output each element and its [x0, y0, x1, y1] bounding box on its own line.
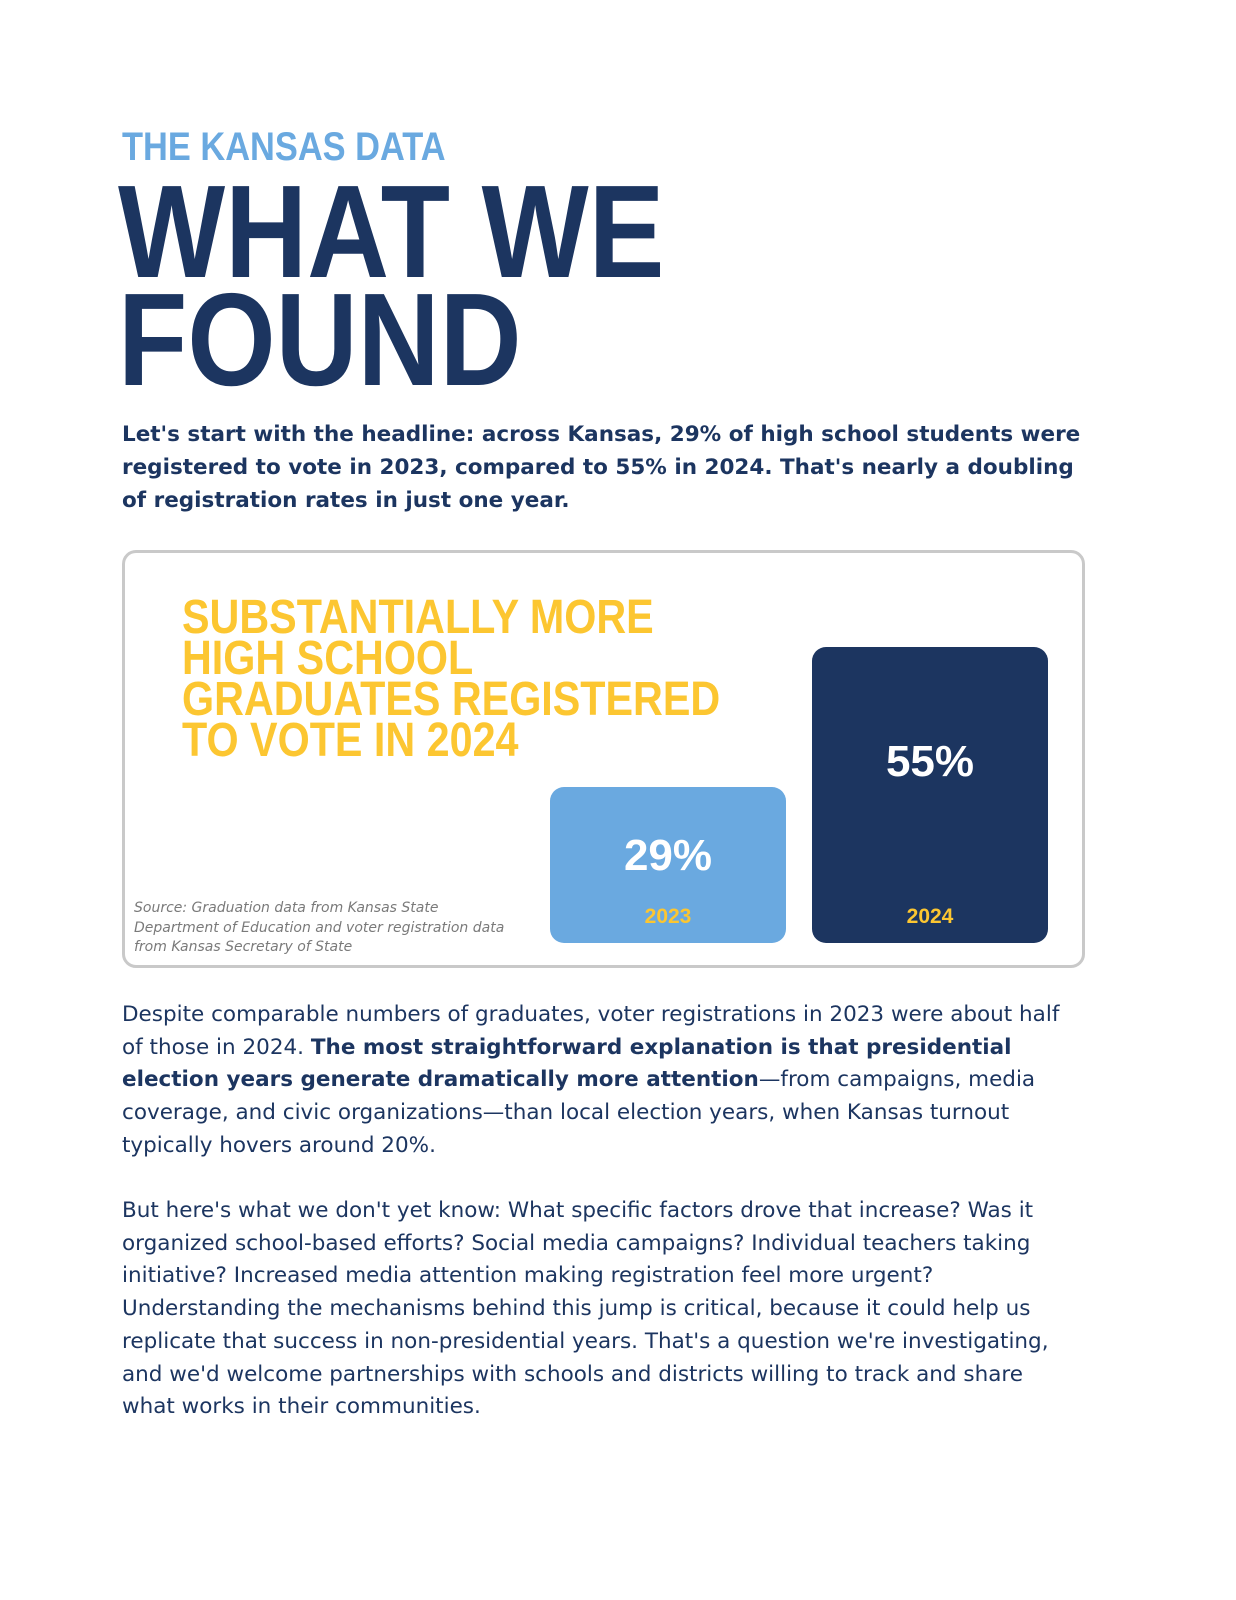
- page-title: [118, 158, 665, 413]
- chart-source-note: Source: Graduation data from Kansas State Department of Education and voter registration data from Kansas Secretary of State: [134, 900, 505, 955]
- chart-title: SUBSTANTIALLY MORE HIGH SCHOOL GRADUATES REGISTERED TO VOTE IN 2024: [182, 591, 721, 767]
- body-paragraph-1-intro: Despite comparable numbers of graduates, voter registrations in 2023 were about half of those in 2024.: [122, 1002, 1060, 1060]
- body-paragraph-1: [122, 999, 1082, 1163]
- bar-2023: [550, 787, 786, 943]
- page-title-line-2: FOUND: [118, 266, 522, 413]
- bar-2024: [812, 647, 1048, 943]
- body-paragraph-1-emphasis: The most straightforward explanation is that presidential election years generate dramatically more attention: [122, 1034, 1012, 1093]
- section-eyebrow: THE KANSAS DATA: [122, 125, 446, 169]
- body-paragraph-1-rest: —from campaigns, media coverage, and civic organizations—than local election years, when Kansas turnout typically hovers around 20%.: [122, 1067, 1036, 1158]
- page-title-line-1: WHAT WE: [118, 158, 665, 305]
- bar-category-label: 2023: [644, 905, 692, 928]
- registration-chart-card: [122, 550, 1085, 968]
- registration-bar-chart: [125, 553, 1088, 971]
- bar-category-label: 2024: [906, 905, 954, 928]
- body-paragraph-2: But here's what we don't yet know: What specific factors drove that increase? Was it organized school-based efforts? Social media campaigns? Individual teachers taking initiative? Increased media attention making registration feel more urgent? Understanding the mechanisms behind this jump is critical, because it could help us replicate that success in non-presidential years. That's a question we're investigating, and we'd welcome partnerships with schools and districts willing to track and share what works in their communities.: [122, 1198, 1049, 1420]
- bar-value-label: 55%: [885, 737, 975, 786]
- lead-paragraph: Let's start with the headline: across Kansas, 29% of high school students were registered to vote in 2023, compared to 55% in 2024. That's nearly a doubling of registration rates in just one year.: [122, 422, 1081, 513]
- bar-value-label: 29%: [623, 831, 713, 880]
